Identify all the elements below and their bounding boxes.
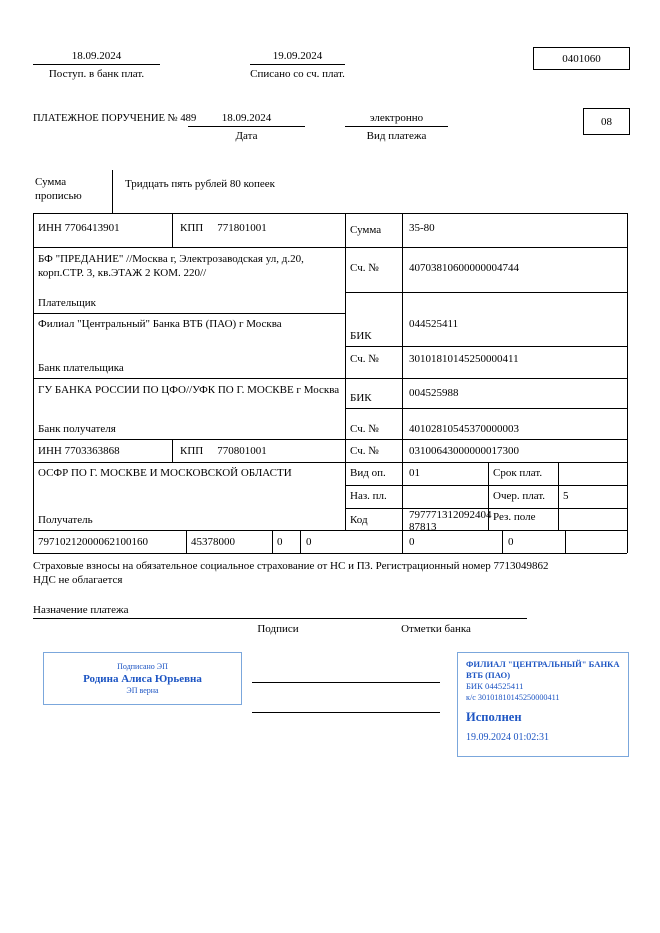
received-in-bank-date: 18.09.2024 (71, 50, 122, 62)
table-line (272, 530, 273, 553)
stamp-bank-name-line2: ВТБ (ПАО) (466, 670, 511, 680)
op-kind-label: Вид оп. (350, 467, 386, 479)
signer-name: Родина Алиса Юрьевна (83, 672, 202, 685)
table-line (33, 213, 34, 553)
payer-kpp-label: КПП (180, 222, 204, 234)
payer-bank-label: Банк плательщика (38, 362, 124, 374)
table-line (345, 213, 346, 530)
divider-line (112, 170, 113, 213)
divider-line (188, 126, 305, 127)
payer-bank-account: 30101810145250000411 (409, 353, 519, 365)
payment-purpose-line2: НДС не облагается (33, 574, 123, 586)
table-line (33, 439, 627, 440)
payment-kind-value: электронно (369, 112, 424, 124)
bank-marks-label: Отметки банка (401, 623, 471, 635)
beneficiary-name: ОСФР ПО Г. МОСКВЕ И МОСКОВСКОЙ ОБЛАСТИ (38, 467, 292, 479)
payer-status-code: 08 (601, 115, 612, 128)
amount-words-label-line1: Сумма (35, 176, 67, 188)
payer-account-label: Сч. № (350, 262, 379, 274)
payer-account: 40703810600000004744 (409, 262, 519, 274)
sum-value: 35-80 (409, 222, 435, 234)
beneficiary-account: 03100643000000017300 (409, 445, 519, 457)
signed-ep-text: Подписано ЭП (117, 661, 168, 671)
table-line (33, 462, 627, 463)
payer-name: БФ "ПРЕДАНИЕ" //Москва г, Электрозаводская ул, д.20, корп.СТР. 3, кв.ЭТАЖ 2 КОМ. 220// (38, 253, 304, 279)
table-line (345, 346, 627, 347)
stamp-status: Исполнен (466, 710, 522, 724)
payer-inn: ИНН 7706413901 (38, 222, 120, 234)
e-signature-stamp (43, 652, 242, 705)
sum-label: Сумма (350, 224, 382, 236)
purpose-code-label: Наз. пл. (350, 490, 387, 502)
bank-execution-stamp (457, 652, 629, 757)
date-label: Дата (235, 130, 258, 142)
priority-value: 5 (563, 490, 569, 502)
divider-line (345, 126, 448, 127)
document-title: ПЛАТЕЖНОЕ ПОРУЧЕНИЕ № 489 (33, 113, 197, 124)
tax-basis-value: 0 (277, 536, 283, 548)
code-label: Код (350, 514, 368, 526)
table-line (172, 213, 173, 247)
payer-bank-bik: 044525411 (409, 318, 459, 330)
amount-in-words: Тридцать пять рублей 80 копеек (125, 178, 275, 190)
ep-valid-text: ЭП верна (126, 685, 159, 695)
stamp-bank-name-line1: ФИЛИАЛ "ЦЕНТРАЛЬНЫЙ" БАНКА (466, 659, 620, 669)
form-code: 0401060 (562, 52, 601, 65)
priority-label: Очер. плат. (493, 490, 546, 502)
beneficiary-bank-bik-label: БИК (350, 392, 372, 404)
table-line (558, 462, 559, 530)
table-line (33, 213, 627, 214)
beneficiary-bank-account-label: Сч. № (350, 423, 379, 435)
beneficiary-bank-name: ГУ БАНКА РОССИИ ПО ЦФО//УФК ПО Г. МОСКВЕ г Москва (38, 384, 340, 396)
stamp-bik: БИК 044525411 (466, 681, 524, 691)
debited-from-account-date: 19.09.2024 (272, 50, 323, 62)
payer-kpp-value: 771801001 (217, 222, 267, 234)
table-line (345, 485, 627, 486)
beneficiary-bank-label: Банк получателя (38, 423, 116, 435)
oktmo-value: 45378000 (191, 536, 235, 548)
form-code-box (533, 47, 630, 70)
kbk-value: 79710212000062100160 (38, 536, 148, 548)
table-line (565, 530, 566, 553)
table-line (300, 530, 301, 553)
stamp-corr-account: к/с 30101810145250000411 (466, 693, 560, 702)
table-line (402, 213, 403, 553)
payer-kpp (180, 222, 267, 235)
tax-period-value: 0 (306, 536, 312, 548)
beneficiary-account-label: Сч. № (350, 445, 379, 457)
code-value: 79777131209240487813 (409, 509, 492, 533)
tax-doc-date-value: 0 (508, 536, 514, 548)
stamp-datetime: 19.09.2024 01:02:31 (466, 732, 550, 743)
beneficiary-label: Получатель (38, 514, 93, 526)
payment-purpose-label: Назначение платежа (33, 604, 129, 616)
debited-from-account-label: Списано со сч. плат. (250, 68, 345, 80)
divider-line (33, 618, 527, 619)
payer-status-box (583, 108, 630, 135)
beneficiary-inn: ИНН 7703363868 (38, 445, 120, 457)
beneficiary-kpp-value: 770801001 (217, 445, 267, 457)
divider-line (33, 64, 160, 65)
signature-line (252, 682, 440, 683)
table-line (186, 530, 187, 553)
beneficiary-bank-account: 40102810545370000003 (409, 423, 519, 435)
table-line (33, 553, 627, 554)
divider-line (250, 64, 345, 65)
table-line (33, 313, 345, 314)
table-line (33, 378, 627, 379)
beneficiary-kpp (180, 445, 267, 458)
payer-bank-name: Филиал "Центральный" Банка ВТБ (ПАО) г Москва (38, 318, 282, 330)
reserve-field-label: Рез. поле (493, 511, 536, 523)
beneficiary-kpp-label: КПП (180, 445, 204, 457)
payment-kind-label: Вид платежа (366, 130, 427, 142)
table-line (33, 247, 627, 248)
table-line (345, 408, 627, 409)
table-line (345, 292, 627, 293)
due-date-label: Срок плат. (493, 467, 543, 479)
document-date: 18.09.2024 (221, 112, 272, 124)
table-line (33, 530, 627, 531)
beneficiary-bank-bik: 004525988 (409, 387, 459, 399)
payer-bank-account-label: Сч. № (350, 353, 379, 365)
payer-bank-bik-label: БИК (350, 330, 372, 342)
signatures-label: Подписи (257, 623, 299, 635)
table-line (502, 530, 503, 553)
amount-words-label-line2: прописью (35, 190, 82, 202)
payer-label: Плательщик (38, 297, 96, 309)
tax-doc-number-value: 0 (409, 536, 415, 548)
signature-line (252, 712, 440, 713)
table-line (172, 439, 173, 462)
op-kind-value: 01 (409, 467, 420, 479)
payment-purpose-line1: Страховые взносы на обязательное социальное страхование от НС и ПЗ. Регистрационный номер 7713049862 (33, 560, 549, 572)
received-in-bank-label: Поступ. в банк плат. (48, 68, 145, 80)
table-line (627, 213, 628, 553)
